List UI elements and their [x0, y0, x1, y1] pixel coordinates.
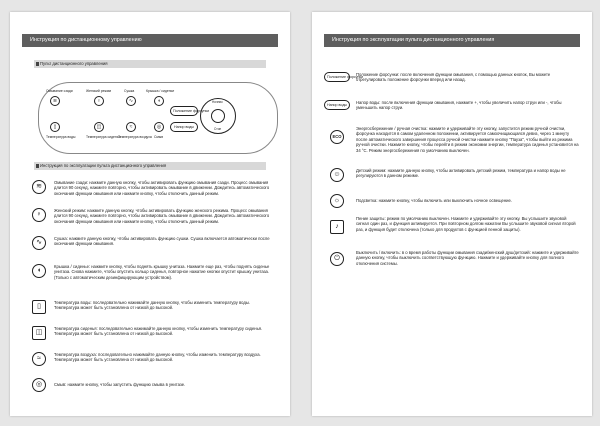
instructions-section-title: Инструкция по эксплуатации пульта дистанционного управления: [34, 162, 266, 170]
night-light-text: Подсветка: нажмите кнопку, чтобы включить или выключить ночное освещение.: [356, 198, 512, 203]
nozzle-position-text: Положение форсунки: после включения функции омывания, с помощью данных кнопок, Вы можете отрегулировать положение форсунки вперед или назад.: [356, 72, 551, 83]
remote-flush-button: ◎: [154, 122, 164, 132]
dryer-icon: ∿: [32, 236, 46, 250]
remote-label-flush: Смыв: [154, 135, 164, 139]
water-temp-icon: ▯: [32, 300, 46, 314]
remote-nozzle-position-pill: Положение форсунки: [170, 106, 198, 116]
flush-text: Смыв: нажмите кнопку, чтобы запустить функцию смыва в унитазе.: [54, 382, 186, 387]
remote-label-water-temp: Температура воды: [46, 135, 76, 139]
water-pressure-text: Напор воды: после включения функции омывания, нажмите +, чтобы увеличить напор струи или -, чтобы уменьшить напор струи.: [356, 100, 562, 111]
air-temp-text: Температура воздуха: последовательно нажимайте данную кнопку, чтобы изменить температуру воздуха. Температура может быть установлена от низкой до высокой.: [54, 352, 261, 363]
eco-text: Энергосбережение / ручная очистка: нажмите и удерживайте эту кнопку, запустится режим ручной очистки, форсунка находится в самом удаленном положении, активируется самоочищающаяся девиз, через 1 минуту после автоматического завершения процесса ручной очистки нажмите кнопку "Пауза", чтобы выйти из режима ручной очистки. Нажмите кнопку, чтобы перейти в режим экономии энергии, температура сиденья установится на 34 °C. Режим энергосбережения по умолчанию выключен.: [356, 126, 579, 153]
lid-seat-icon: ◖: [32, 264, 46, 278]
night-light-icon: ☼: [330, 194, 344, 208]
remote-feminine-button: ♀: [94, 96, 104, 106]
left-page-header: Инструкция по дистанционному управлению: [22, 34, 278, 47]
buzzer-icon: ♪: [330, 220, 344, 234]
remote-label-dryer: Сушка: [124, 89, 135, 93]
water-temp-text: Температура воды: последовательно нажимайте данную кнопку, чтобы изменить температуру воды. Температура может быть установлена от низкой до высокой.: [54, 300, 251, 311]
right-page: [312, 12, 592, 416]
remote-label-feminine: Женский режим: [86, 89, 111, 93]
left-page: [10, 12, 290, 416]
remote-label-seat-temp: Температура сиденья: [86, 135, 121, 139]
buzzer-text: Пение защиты: режим по умолчанию выключен. Нажмите и удерживайте эту кнопку. Вы услышите звуковой сигнал один раз, и функция активируется. При повторном долгом нажатии Вы услышите звуковой сигнал второй раз, и функция будет отключена (только для продуктов с функцией пенной защиты).: [356, 216, 576, 232]
remote-label-air-temp: Температура воздуха: [118, 135, 152, 139]
remote-label-rear-wash: Омывание сзади: [46, 89, 73, 93]
dryer-text: Сушка: нажмите данную кнопку, чтобы активировать функцию сушки. Сушка включается автоматически после окончания функции омывания.: [54, 236, 270, 247]
rear-wash-text: Омывание сзади: нажмите данную кнопку, чтобы активировать функцию омывания сзади. Процесс омывания длится 90 секунд, нажмите повторно, чтобы активировать омывание в движении. Дождитесь автоматического окончания функции омывания или нажмите кнопку, чтобы отключить данный режим.: [54, 180, 270, 196]
power-text: Выключить / включить: в о время работы функции омывания сзади/женский душ/детский: нажмите и удерживайте данную кнопку, чтобы выключить соответствующую функцию. Нажмите и удерживайте кнопку для полного отключения системы.: [356, 250, 579, 266]
remote-air-temp-button: ≈: [126, 122, 136, 132]
remote-dial-center: [211, 109, 225, 123]
feminine-wash-text: Женский режим: нажмите данную кнопку, чтобы активировать функцию женского режима. Процесс омывания длится 90 секунд, нажмите повторно, чтобы активировать омывание в движении. Дождитесь автоматического окончания функции омывания или нажмите кнопку, чтобы отключить данный режим.: [54, 208, 270, 224]
child-mode-text: Детский режим: нажмите данную кнопку, чтобы активировать детский режим, температура и напор воды не регулируются в данном режиме.: [356, 168, 566, 179]
right-page-header: Инструкция по эксплуатации пульта дистанционного управления: [324, 34, 580, 47]
remote-section-title: Пульт дистанционного управления: [34, 60, 266, 68]
remote-dial-label-night: Ночник: [212, 100, 223, 104]
remote-label-lid: Крышка / сиденье: [146, 89, 175, 93]
power-icon: ⏻: [330, 252, 344, 266]
water-pressure-icon: Напор воды: [324, 100, 350, 110]
remote-dryer-button: ∿: [126, 96, 136, 106]
flush-icon: ◎: [32, 378, 46, 392]
remote-rear-wash-button: ≋: [50, 96, 60, 106]
air-temp-icon: ≈: [32, 352, 46, 366]
feminine-wash-icon: ♀: [32, 208, 46, 222]
seat-temp-text: Температура сиденья: последовательно нажимайте данную кнопку, чтобы изменить температуру сиденья. Температура может быть установлена от низкой до высокой.: [54, 326, 263, 337]
rear-wash-icon: ≋: [32, 180, 46, 194]
remote-water-pressure-pill: Напор воды: [170, 122, 198, 132]
remote-seat-temp-button: ◫: [94, 122, 104, 132]
lid-seat-text: Крышка / сиденье: нажмите кнопку, чтобы поднять крышку унитаза. Нажмите еще раз, чтобы поднять сиденье унитаза. Снова нажмите, чтобы опустить кольцо сиденья, повторное нажатие кнопки опустит крышку унитаза. (Только с автоматическим дезинфицирующим устройством).: [54, 264, 270, 280]
eco-icon: ECO: [330, 130, 344, 144]
remote-water-temp-button: ▯: [50, 122, 60, 132]
nozzle-position-icon: Положение форсунки: [324, 72, 350, 82]
remote-dial-label-stop: Стоп: [214, 127, 222, 131]
child-mode-icon: ☺: [330, 168, 344, 182]
seat-temp-icon: ◫: [32, 326, 46, 340]
remote-lid-button: ◖: [154, 96, 164, 106]
